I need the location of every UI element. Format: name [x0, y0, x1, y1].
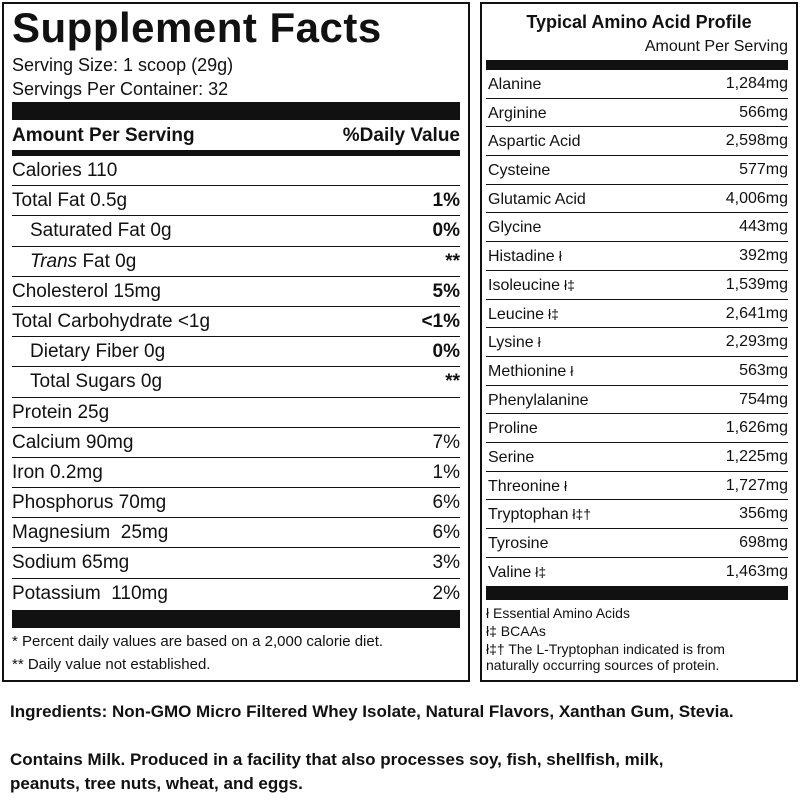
amino-name-text: Alanine: [488, 76, 542, 93]
nutrient-pct: **: [445, 250, 460, 272]
allergen-line-1: Contains Milk. Produced in a facility that also processes soy, fish, shellfish, milk,: [10, 750, 664, 769]
amino-name-text: Tyrosine: [488, 535, 549, 552]
allergen-line-2: peanuts, tree nuts, wheat, and eggs.: [10, 774, 303, 793]
amino-value: 443mg: [739, 218, 788, 236]
nutrient-label: Dietary Fiber 0g: [30, 341, 166, 363]
nutrient-row: [12, 156, 460, 186]
amino-value: 1,626mg: [725, 419, 788, 437]
trans-italic: Trans: [30, 250, 78, 272]
amino-row: [486, 472, 788, 501]
nutrient-row: [12, 428, 460, 458]
amino-name-text: Phenylalanine: [488, 391, 589, 409]
amino-row: [486, 70, 788, 99]
amino-value: 4,006mg: [725, 189, 788, 207]
legend-tryptophan-b: naturally occurring sources of protein.: [486, 657, 720, 673]
amino-value: 754mg: [739, 390, 788, 408]
amino-rows: [486, 70, 788, 586]
nutrient-row: [12, 579, 460, 609]
nutrient-label: Phosphorus 70mg: [12, 492, 167, 514]
amount-per-serving-label: Amount Per Serving: [12, 125, 195, 146]
amino-name-text: Glutamic Acid: [488, 190, 586, 208]
nutrient-label: Saturated Fat 0g: [30, 220, 172, 242]
nutrient-pct: 0%: [432, 341, 460, 363]
nutrient-row: [12, 186, 460, 216]
amino-acid-panel: [480, 2, 798, 682]
nutrition-header: [12, 122, 460, 150]
nutrient-row: [12, 548, 460, 578]
amino-name-text: Tryptophan: [488, 506, 569, 524]
amino-value: 1,539mg: [725, 275, 788, 293]
ingredients-line: [10, 700, 790, 724]
amino-row: [486, 213, 788, 242]
nutrient-row: [12, 337, 460, 367]
nutrient-label: Total Fat 0.5g: [12, 190, 128, 212]
amino-name-text: Isoleucine: [488, 276, 561, 294]
amino-name-text: Valine: [488, 563, 532, 581]
amino-name: [488, 472, 567, 501]
nutrient-label: Total Carbohydrate <1g: [12, 310, 211, 332]
amino-name: [488, 500, 591, 529]
amino-row: [486, 558, 788, 587]
legend-tryptophan-a: ł‡† The L-Tryptophan indicated is from: [486, 641, 725, 657]
nutrient-pct: 7%: [432, 431, 460, 453]
amino-row: [486, 271, 788, 300]
amino-name-text: Serine: [488, 448, 535, 466]
amino-name-text: Lysine: [488, 334, 534, 352]
amino-name-text: Threonine: [488, 477, 561, 495]
nutrient-pct: 6%: [432, 522, 460, 544]
amino-name: [488, 70, 545, 99]
amino-mark: ł‡: [535, 563, 547, 580]
nutrient-label: Magnesium 25mg: [12, 522, 169, 544]
amino-value: 698mg: [739, 534, 788, 551]
supplement-facts-title: Supplement Facts: [12, 4, 382, 51]
amino-name: [488, 185, 590, 214]
daily-value-label: %Daily Value: [342, 125, 460, 146]
amino-value: 2,641mg: [725, 304, 788, 322]
amino-name: [488, 443, 538, 472]
nutrient-pct: <1%: [421, 310, 460, 332]
serving-size: Serving Size: 1 scoop (29g): [12, 55, 234, 75]
amino-value: 563mg: [739, 361, 788, 379]
nutrient-label: Total Sugars 0g: [30, 371, 163, 393]
amino-name: [488, 558, 546, 587]
amino-title: Typical Amino Acid Profile: [526, 12, 752, 32]
nutrient-label: Protein 25g: [12, 401, 110, 423]
amino-name-text: Aspartic Acid: [488, 133, 581, 151]
nutrient-label: Calcium 90mg: [12, 431, 134, 453]
nutrient-pct: 2%: [432, 582, 460, 604]
amino-subtitle: Amount Per Serving: [644, 38, 788, 55]
amino-mark: ł: [564, 477, 568, 494]
servings-per-container: Servings Per Container: 32: [12, 79, 229, 99]
amino-row: [486, 357, 788, 386]
nutrient-row: [12, 367, 460, 397]
nutrient-row: [12, 247, 460, 277]
nutrient-row: [12, 488, 460, 518]
nutrient-label: [30, 247, 136, 277]
legend-bcaa: ł‡ BCAAs: [486, 623, 546, 639]
amino-name: [488, 156, 554, 185]
amino-row: [486, 328, 788, 357]
amino-row: [486, 242, 788, 271]
nutrient-row: [12, 458, 460, 488]
amino-name: [488, 127, 584, 156]
amino-mark: ł‡: [564, 276, 575, 293]
amino-name: [488, 242, 562, 271]
thick-divider-bottom: [12, 610, 460, 628]
amino-name: [488, 357, 573, 386]
amino-name-text: Proline: [488, 420, 538, 438]
nutrition-rows: [12, 156, 460, 609]
nutrient-pct: 1%: [432, 190, 460, 212]
amino-row: [486, 99, 788, 128]
amino-value: 356mg: [739, 505, 788, 523]
amino-mark: ł: [537, 334, 541, 351]
amino-mark: ł‡: [548, 305, 559, 322]
nutrient-label: Sodium 65mg: [12, 552, 130, 574]
nutrient-pct: **: [445, 371, 460, 393]
amino-mark: ł: [570, 362, 574, 379]
amino-name-text: Glycine: [488, 219, 542, 237]
amino-name: [488, 386, 593, 415]
amino-row: [486, 500, 788, 529]
amino-row: [486, 156, 788, 185]
nutrient-label: Calories 110: [12, 160, 118, 181]
amino-name: [488, 300, 559, 329]
amino-divider-bottom: [486, 586, 788, 600]
footnote-percent: * Percent daily values are based on a 2,000 calorie diet.: [12, 633, 384, 650]
nutrient-row: [12, 307, 460, 337]
amino-row: [486, 386, 788, 415]
nutrient-label: Potassium 110mg: [12, 582, 168, 604]
nutrient-row: [12, 216, 460, 246]
amino-value: 577mg: [739, 161, 788, 179]
amino-name: [488, 414, 542, 443]
nutrient-pct: 0%: [432, 220, 460, 242]
amino-name: [488, 99, 551, 128]
amino-value: 1,225mg: [725, 447, 788, 465]
amino-name-text: Arginine: [488, 104, 547, 122]
amino-value: 1,463mg: [725, 562, 788, 580]
nutrient-row: [12, 398, 460, 428]
amino-name-text: Histadine: [488, 248, 555, 266]
amino-row: [486, 127, 788, 156]
nutrient-pct: 1%: [432, 461, 460, 483]
amino-row: [486, 185, 788, 214]
nutrient-row: [12, 277, 460, 307]
amino-row: [486, 443, 788, 472]
amino-name: [488, 213, 545, 242]
amino-name-text: Methionine: [488, 362, 567, 380]
amino-row: [486, 300, 788, 329]
ingredients-label: Ingredients:: [10, 702, 108, 721]
amino-value: 566mg: [739, 103, 788, 121]
trans-rest: Fat 0g: [77, 250, 137, 272]
supplement-facts-panel: [2, 2, 470, 682]
amino-name-text: Cysteine: [488, 162, 551, 180]
nutrient-label: Cholesterol 15mg: [12, 280, 161, 302]
amino-row: [486, 414, 788, 443]
amino-name: [488, 328, 541, 357]
footnote-not-established: ** Daily value not established.: [12, 656, 211, 673]
amino-name: [488, 271, 575, 300]
nutrient-row: [12, 518, 460, 548]
amino-row: [486, 529, 788, 558]
nutrient-pct: 3%: [432, 552, 460, 574]
amino-mark: ł‡†: [572, 506, 592, 523]
amino-value: 1,284mg: [725, 75, 788, 92]
amino-name-text: Leucine: [488, 305, 545, 323]
amino-name: [488, 529, 552, 558]
amino-value: 392mg: [739, 247, 788, 265]
nutrient-label: Iron 0.2mg: [12, 461, 103, 483]
legend-essential: ł Essential Amino Acids: [486, 605, 630, 621]
thick-divider-top: [12, 102, 460, 120]
amino-value: 2,293mg: [725, 333, 788, 351]
ingredients-text: Non-GMO Micro Filtered Whey Isolate, Natural Flavors, Xanthan Gum, Stevia.: [107, 702, 734, 721]
amino-divider-top: [486, 60, 788, 70]
amino-mark: ł: [558, 248, 562, 265]
amino-value: 1,727mg: [725, 476, 788, 494]
amino-value: 2,598mg: [725, 132, 788, 150]
nutrient-pct: 5%: [432, 280, 460, 302]
nutrient-pct: 6%: [432, 492, 460, 514]
